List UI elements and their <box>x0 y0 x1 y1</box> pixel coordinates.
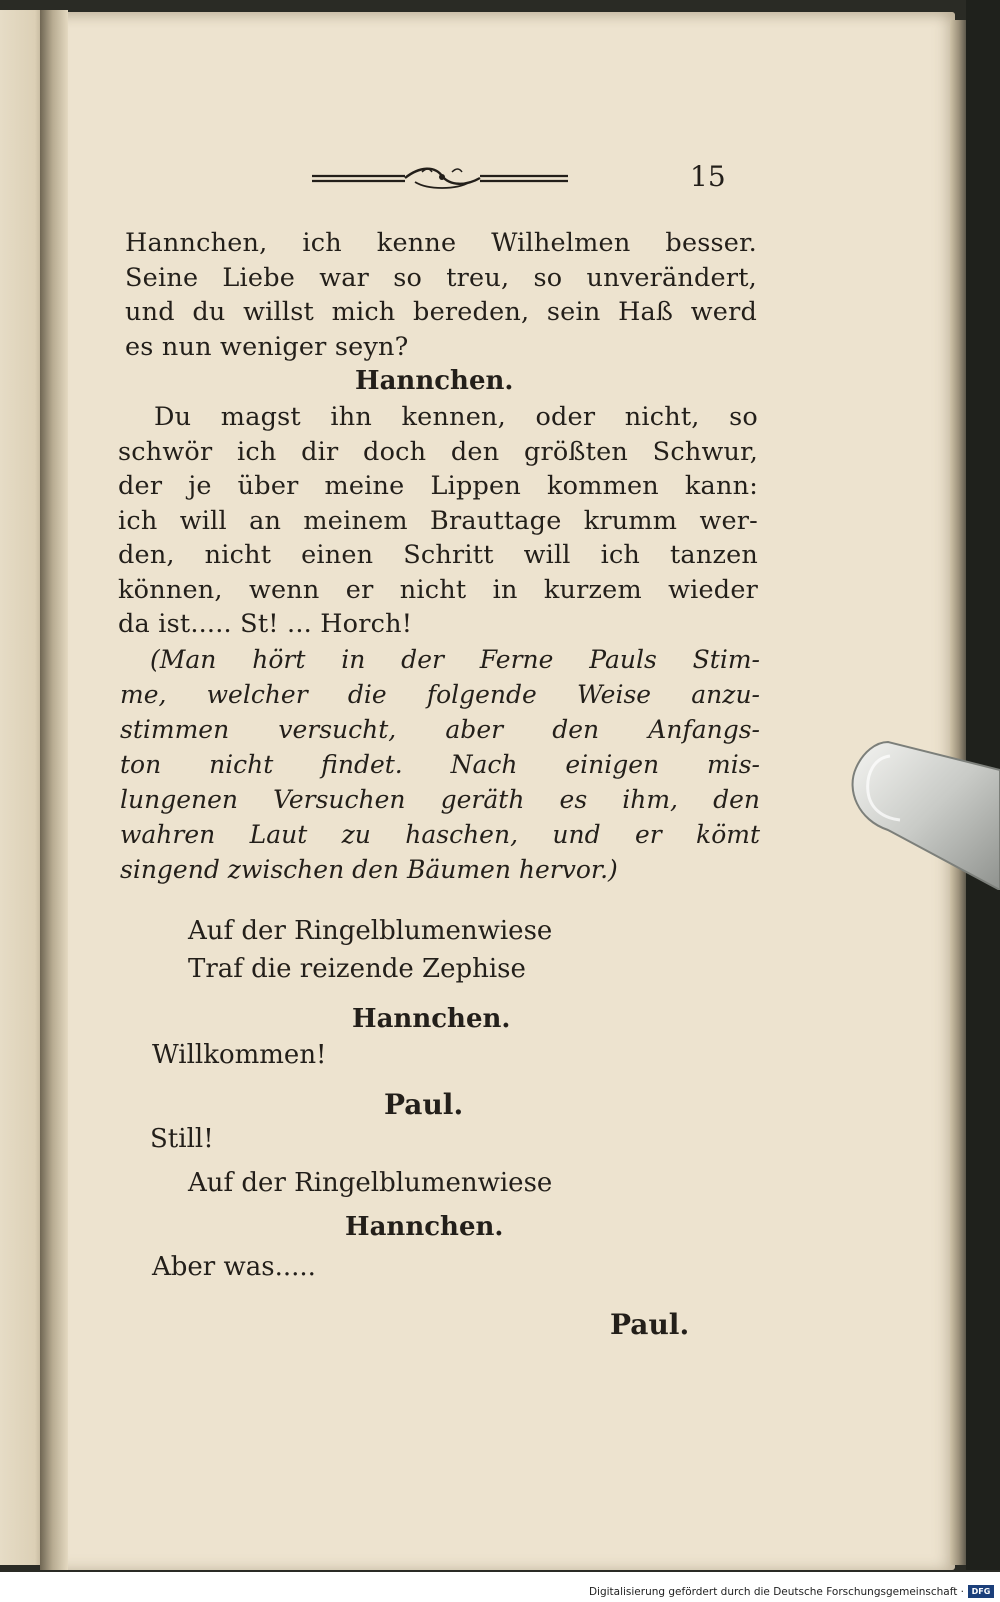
text-line: wahren Laut zu haschen, und er kömt <box>120 820 760 849</box>
dialogue-line: Willkommen! <box>152 1040 327 1070</box>
header-ornament-icon <box>310 162 572 192</box>
text-line: es nun weniger seyn? <box>125 331 409 362</box>
text-line: schwör ich dir doch den größten Schwur, <box>118 436 758 467</box>
footer-credit: Digitalisierung gefördert durch die Deutsche Forschungsgemeinschaft · <box>588 1586 964 1598</box>
verse-line: Auf der Ringelblumenwiese <box>188 916 553 946</box>
paragraph-2 <box>118 400 758 642</box>
text-line: stimmen versucht, aber den Anfangs- <box>120 715 760 744</box>
speaker-name: Hannchen. <box>355 366 514 396</box>
text-line: der je über meine Lippen kommen kann: <box>118 471 758 501</box>
text-line: da ist..... St! ... Horch! <box>118 609 413 639</box>
verse-line: Traf die reizende Zephise <box>188 954 526 984</box>
text-line: ich will an meinem Brauttage krumm wer- <box>118 505 758 536</box>
page-clip-icon <box>848 740 1000 890</box>
text-line: (Man hört in der Ferne Pauls Stim- <box>150 645 760 674</box>
text-line: Du magst ihn kennen, oder nicht, so <box>154 402 758 432</box>
text-line: Hannchen, ich kenne Wilhelmen besser. <box>125 228 757 258</box>
book-gutter <box>40 10 68 1570</box>
text-line: ton nicht findet. Nach einigen mis- <box>120 750 760 779</box>
speaker-name: Paul. <box>384 1088 464 1121</box>
paragraph-1 <box>125 226 757 364</box>
text-line: me, welcher die folgende Weise anzu- <box>120 680 760 709</box>
text-line: und du willst mich bereden, sein Haß werd <box>125 297 757 327</box>
text-line: können, wenn er nicht in kurzem wieder <box>118 574 758 605</box>
text-line: Seine Liebe war so treu, so unverändert, <box>125 262 757 293</box>
dialogue-line: Still! <box>150 1124 214 1154</box>
page-number: 15 <box>690 160 726 193</box>
text-line: singend zwischen den Bäumen hervor.) <box>120 855 618 884</box>
verse-line: Auf der Ringelblumenwiese <box>188 1168 553 1198</box>
speaker-name: Hannchen. <box>345 1212 504 1242</box>
text-line: den, nicht einen Schritt will ich tanzen <box>118 540 758 570</box>
speaker-name: Hannchen. <box>352 1004 511 1034</box>
stage-direction <box>120 642 760 887</box>
text-line: lungenen Versuchen geräth es ihm, den <box>120 785 760 814</box>
dfg-logo: DFG <box>968 1585 994 1598</box>
dialogue-line: Aber was..... <box>152 1252 316 1282</box>
speaker-name: Paul. <box>610 1308 690 1341</box>
